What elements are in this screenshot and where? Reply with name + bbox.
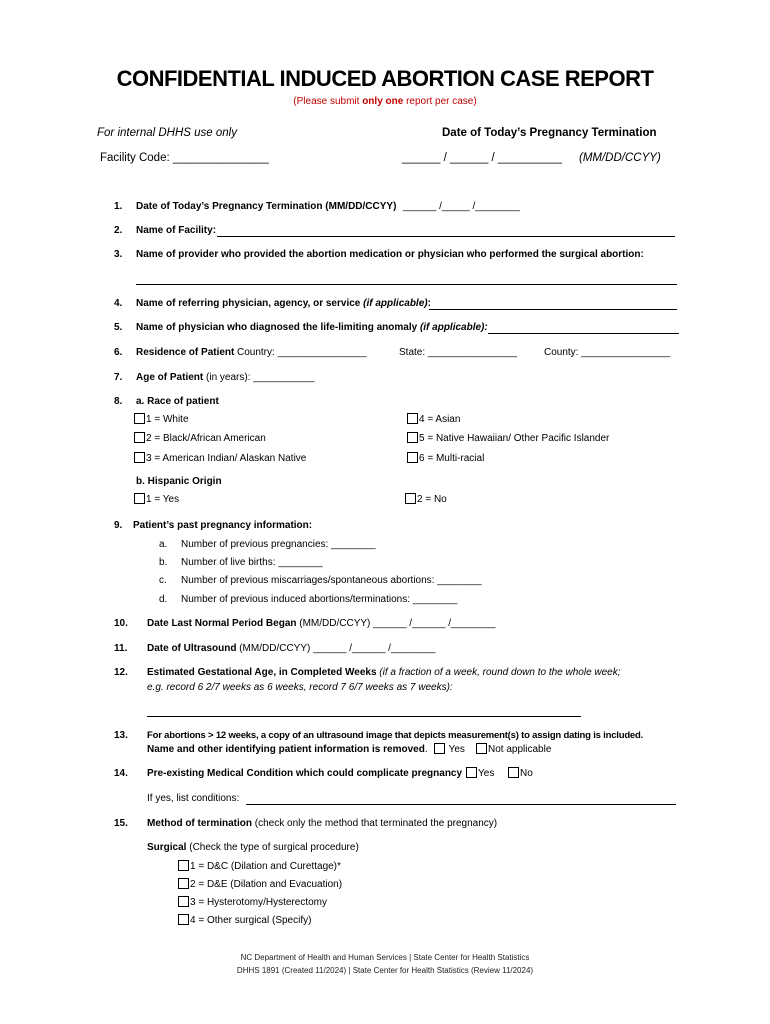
checkbox[interactable] — [134, 432, 145, 443]
condition-yes[interactable]: Yes — [466, 767, 494, 779]
checkbox[interactable] — [178, 896, 189, 907]
q14-label: Pre-existing Medical Condition which could complicate pregnancy — [147, 768, 463, 779]
q3-number: 3. — [114, 249, 123, 260]
conditions-list-line[interactable] — [246, 804, 676, 805]
miscarriages-field[interactable]: Number of previous miscarriages/spontaneous abortions: ________ — [181, 575, 482, 586]
facility-code-field[interactable]: Facility Code: _______________ — [100, 152, 269, 164]
race-option-asian[interactable]: 4 = Asian — [407, 413, 460, 425]
checkbox[interactable] — [407, 452, 418, 463]
q2-label: Name of Facility: — [136, 225, 217, 236]
q1-label: Date of Today’s Pregnancy Termination (MM/DD/CCYY) — [136, 201, 397, 212]
age-field[interactable]: Age of Patient (in years): ___________ — [136, 372, 315, 383]
state-field[interactable]: State: ________________ — [399, 347, 517, 358]
induced-abortions-field[interactable]: Number of previous induced abortions/terminations: ________ — [181, 594, 458, 605]
checkbox[interactable] — [508, 767, 519, 778]
checkbox[interactable] — [407, 432, 418, 443]
race-option-american-indian[interactable]: 3 = American Indian/ Alaskan Native — [134, 452, 306, 464]
surgical-option-hysterotomy[interactable]: 3 = Hysterotomy/Hysterectomy — [178, 896, 327, 908]
q13-line1: For abortions > 12 weeks, a copy of an ultrasound image that depicts measurement(s) to assign dating is included. — [147, 730, 644, 741]
q9-letter: b. — [159, 557, 168, 568]
surgical-option-de[interactable]: 2 = D&E (Dilation and Evacuation) — [178, 878, 342, 890]
condition-no[interactable]: No — [508, 767, 533, 779]
q11-number: 11. — [114, 643, 128, 654]
race-label: a. Race of patient — [136, 396, 219, 407]
q12-note: e.g. record 6 2/7 weeks as 6 weeks, record 7 6/7 weeks as 7 weeks): — [147, 682, 453, 693]
hispanic-label: b. Hispanic Origin — [136, 476, 222, 487]
footer-line-1: NC Department of Health and Human Services | State Center for Health Statistics — [240, 953, 530, 962]
q6-label: Residence of Patient — [136, 347, 235, 358]
checkbox[interactable] — [407, 413, 418, 424]
surgical-option-dc[interactable]: 1 = D&C (Dilation and Curettage)* — [178, 860, 341, 872]
q12-label: Estimated Gestational Age, in Completed Weeks (if a fraction of a week, round down to the whole week; — [147, 667, 621, 678]
checkbox[interactable] — [405, 493, 416, 504]
q1-date-field[interactable]: ______ /_____ /________ — [403, 201, 520, 212]
q1-number: 1. — [114, 201, 123, 212]
q9-label: Patient’s past pregnancy information: — [133, 520, 313, 531]
county-field[interactable]: County: ________________ — [544, 347, 671, 358]
q2-number: 2. — [114, 225, 123, 236]
q12-number: 12. — [114, 667, 128, 678]
checkbox[interactable] — [178, 914, 189, 925]
checkbox[interactable] — [178, 878, 189, 889]
race-option-multiracial[interactable]: 6 = Multi-racial — [407, 452, 484, 464]
referring-physician-line[interactable] — [429, 309, 677, 310]
q4-label: Name of referring physician, agency, or service (if applicable): — [136, 298, 431, 309]
race-option-white[interactable]: 1 = White — [134, 413, 189, 425]
checkbox[interactable] — [134, 452, 145, 463]
date-blanks-field[interactable]: ______ / ______ / __________ — [402, 152, 562, 164]
live-births-field[interactable]: Number of live births: ________ — [181, 557, 323, 568]
ultrasound-included-yes[interactable]: Yes — [434, 743, 465, 755]
q5-number: 5. — [114, 322, 123, 333]
country-field[interactable]: Country: ________________ — [237, 347, 367, 358]
gestational-age-line[interactable] — [147, 716, 581, 717]
q14-number: 14. — [114, 768, 128, 779]
checkbox[interactable] — [134, 493, 145, 504]
race-option-black[interactable]: 2 = Black/African American — [134, 432, 266, 444]
q7-number: 7. — [114, 372, 123, 383]
q9-number: 9. — [114, 520, 123, 531]
q6-number: 6. — [114, 347, 123, 358]
facility-name-line[interactable] — [217, 236, 675, 237]
surgical-option-other[interactable]: 4 = Other surgical (Specify) — [178, 914, 311, 926]
q15-label: Method of termination (check only the method that terminated the pregnancy) — [147, 818, 498, 829]
previous-pregnancies-field[interactable]: Number of previous pregnancies: ________ — [181, 539, 376, 550]
q15-number: 15. — [114, 818, 128, 829]
page-title: CONFIDENTIAL INDUCED ABORTION CASE REPORT — [116, 66, 654, 91]
conditions-list-label: If yes, list conditions: — [147, 793, 240, 804]
q9-letter: d. — [159, 594, 168, 605]
ultrasound-date-field[interactable]: Date of Ultrasound (MM/DD/CCYY) ______ /______ /________ — [147, 643, 436, 654]
q4-number: 4. — [114, 298, 123, 309]
hispanic-no[interactable]: 2 = No — [405, 493, 447, 505]
q3-label: Name of provider who provided the abortion medication or physician who performed the surgical abortion: — [136, 249, 644, 260]
q13-line2: Name and other identifying patient information is removed. — [147, 744, 428, 755]
q8-number: 8. — [114, 396, 123, 407]
q9-letter: c. — [159, 575, 167, 586]
q13-number: 13. — [114, 730, 128, 741]
diagnosing-physician-line[interactable] — [488, 333, 679, 334]
last-period-field[interactable]: Date Last Normal Period Began (MM/DD/CCYY) ______ /______ /________ — [147, 618, 496, 629]
checkbox[interactable] — [434, 743, 445, 754]
surgical-label: Surgical (Check the type of surgical procedure) — [147, 842, 359, 853]
internal-use-label: For internal DHHS use only — [97, 127, 237, 139]
footer-line-2: DHHS 1891 (Created 11/2024) | State Center for Health Statistics (Review 11/2024) — [236, 966, 534, 975]
provider-name-line[interactable] — [136, 284, 677, 285]
q10-number: 10. — [114, 618, 128, 629]
date-title: Date of Today’s Pregnancy Termination — [442, 127, 657, 139]
q5-label: Name of physician who diagnosed the life-limiting anomaly (if applicable): — [136, 322, 488, 333]
checkbox[interactable] — [178, 860, 189, 871]
ultrasound-not-applicable[interactable]: Not applicable — [476, 743, 551, 755]
subtitle: (Please submit only one report per case) — [293, 96, 477, 107]
hispanic-yes[interactable]: 1 = Yes — [134, 493, 179, 505]
checkbox[interactable] — [466, 767, 477, 778]
race-option-hawaiian[interactable]: 5 = Native Hawaiian/ Other Pacific Islander — [407, 432, 609, 444]
date-format: (MM/DD/CCYY) — [579, 152, 661, 164]
checkbox[interactable] — [134, 413, 145, 424]
q9-letter: a. — [159, 539, 168, 550]
checkbox[interactable] — [476, 743, 487, 754]
